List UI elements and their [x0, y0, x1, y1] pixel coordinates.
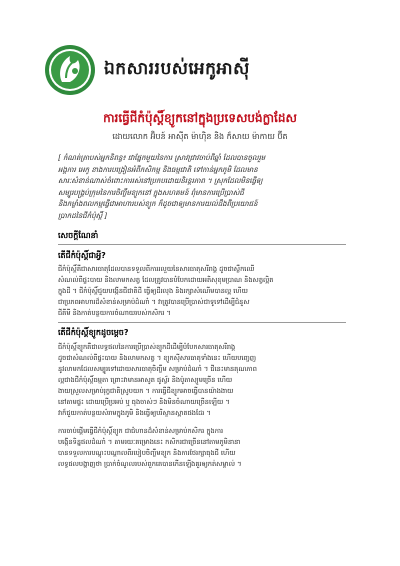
paragraph-line: បានទទួលការបណ្តុះបណ្តាលពីរបៀបចិញ្ចឹមខ្យូក និងការថែរក្សាធុងជី ហើយ — [58, 449, 236, 457]
paragraph-line: នៅតាមផ្ទះ ដោយប្រើប្រអប់ ឬ ធុងចាស់ៗ និងមិនចំណាយច្រើនឡើយ ។ — [58, 398, 230, 406]
section-divider — [58, 244, 346, 245]
abstract-line: សារៈសំខាន់ណាស់ចំពោះការរស់នៅប្រកបដោយនិរន្តរភាព ។ ស្រុកដែលមិនធ្វើឲ្យ — [58, 177, 263, 185]
abstract-line: អង្គការ អេកូ ខាងការបង្រៀនអំពីកសិកម្ម និងធម្មជាតិ ទៅកាន់អ្នកភូមិ ដែលមាន — [58, 165, 258, 174]
paragraph-line: ដូចជាសំណល់ពីផ្ទះបាយ និងលាមកសត្វ ។ ខ្យូកស៊ីសារធាតុទាំងនេះ ហើយបញ្ចេញ — [58, 354, 257, 362]
section-divider — [58, 322, 346, 323]
document-title: ការធ្វើជីកំប៉ុស្តិ៍ខ្យូកនៅក្នុងប្រទេសបង់ក្លាដែស — [103, 111, 297, 125]
section-subheading: តើជីកំប៉ុស្តិ៍ខ្យូកដូចម្តេច? — [58, 328, 129, 337]
paragraph-line: ក្នុងដី ។ ជីកំប៉ុស្តិ៍ជួយបង្កើនជីជាតិដី ធ្វើឲ្យដីរលុង និងរក្សាសំណើមបានល្អ ហើយ — [58, 287, 248, 295]
section-subheading: តើជីកំប៉ុស្តិ៍ជាអ្វី? — [58, 251, 106, 260]
paragraph-line: ជីកំប៉ុស្តិ៍គឺជាសារធាតុដែលបានទទួលពីការរលួយនៃសារធាតុសរីរាង្គ ដូចជាស្លឹកឈើ — [58, 265, 255, 273]
paragraph-line: បង្កើនទិន្នផលដំណាំ ។ តាមរយៈគម្រោងនេះ កសិករជាច្រើននៅតាមភូមិនានា — [58, 438, 241, 446]
brand-title: ឯកសាររបស់អេកូអាស៊ី — [104, 59, 250, 79]
echo-logo-icon — [44, 44, 96, 96]
abstract-line: ប្រាកដនៃជីកំប៉ុស្តិ៍ ] — [58, 211, 108, 220]
paragraph-line: ជីកំប៉ុស្តិ៍ខ្យូកគឺជាលទ្ធផលនៃការប្រើប្រាស់ខ្យូកដីដើម្បីបំបែកសារធាតុសរីរាង្គ — [58, 343, 236, 351]
paragraph-line: ជីគីមី និងកាត់បន្ថយការចំណាយរបស់កសិករ ។ — [58, 309, 171, 317]
paragraph-line: លទ្ធផលបង្ហាញថា ប្រាក់ចំណូលរបស់ពួកគេបានកើនឡើងគួរឲ្យកត់សម្គាល់ ។ — [58, 460, 242, 468]
paragraph — [58, 264, 346, 319]
paragraph-line: ការចាប់ផ្តើមធ្វើជីកំប៉ុស្តិ៍ខ្យូក ជាជំហានដ៏សំខាន់សម្រាប់កសិករ ក្នុងការ — [58, 427, 224, 435]
paragraph-line: នូវលាមកដែលសម្បូរទៅដោយសារធាតុចិញ្ចឹម សម្រាប់ដំណាំ ។ ជីនេះមានគុណភាព — [58, 365, 257, 373]
paragraph-line: ល្អជាងជីកំប៉ុស្តិ៍ធម្មតា ព្រោះវាមានអាសូត ផូស្វ័រ និងប៉ូតាស្យូមច្រើន ហើយ — [58, 376, 233, 384]
paragraph-line: សំណល់ពីផ្ទះបាយ និងលាមកសត្វ ដែលត្រូវបានបំបែកដោយអតិសុខុមប្រាណ និងសត្វល្អិត — [58, 276, 274, 284]
abstract — [58, 153, 346, 222]
abstract-line: [ កំណត់ត្រាបស់អ្នកនិពន្ធ៖ ជាផ្នែកមួយនៃការ ស្រាវជ្រាវចាប់ពីឆ្នាំ ដែលបានចូលរួម — [58, 154, 266, 162]
abstract-line: សម្បូរបង្គ្រប់ក្រុមនៃការចិញ្ចឹមខ្យូកនៅ ក្នុងសហគមន៍ ពុំមានការប្រើប្រាស់ជី — [58, 188, 244, 197]
paragraph-line: ជាប្រភពអាហារដ៏សំខាន់សម្រាប់ដំណាំ ។ វាត្រូវបានប្រើប្រាស់ជាទូទៅដើម្បីជំនួស — [58, 298, 250, 306]
paragraph — [58, 342, 346, 419]
abstract-line: និងកម្លាំងពលកម្មធ្វើជាអាហារបស់ខ្យូក ក៏ដូចជាឲ្យមានការយល់ដឹងពីប្រយោជន៍ — [58, 200, 258, 208]
document-authors: ដោយលោក អ៊ិបន៍ អាស៊ីត ម៉ាហ៊ិន និង ក៏សាយ ម៉ាកាយ ប៊ីត — [112, 132, 288, 141]
paragraph-line: វាក៏ជួយកាត់បន្ថយសំរាមក្នុងភូមិ និងធ្វើឲ្យបរិស្ថានស្អាតផងដែរ ។ — [58, 409, 211, 417]
paragraph-line: ងាយស្រួលសម្រាប់រុក្ខជាតិស្រូបយក ។ ការធ្វើជីខ្យូកអាចធ្វើបានយ៉ាងងាយ — [58, 387, 234, 395]
paragraph — [58, 426, 346, 470]
section-heading: សេចក្តីណែនាំ — [58, 231, 99, 240]
